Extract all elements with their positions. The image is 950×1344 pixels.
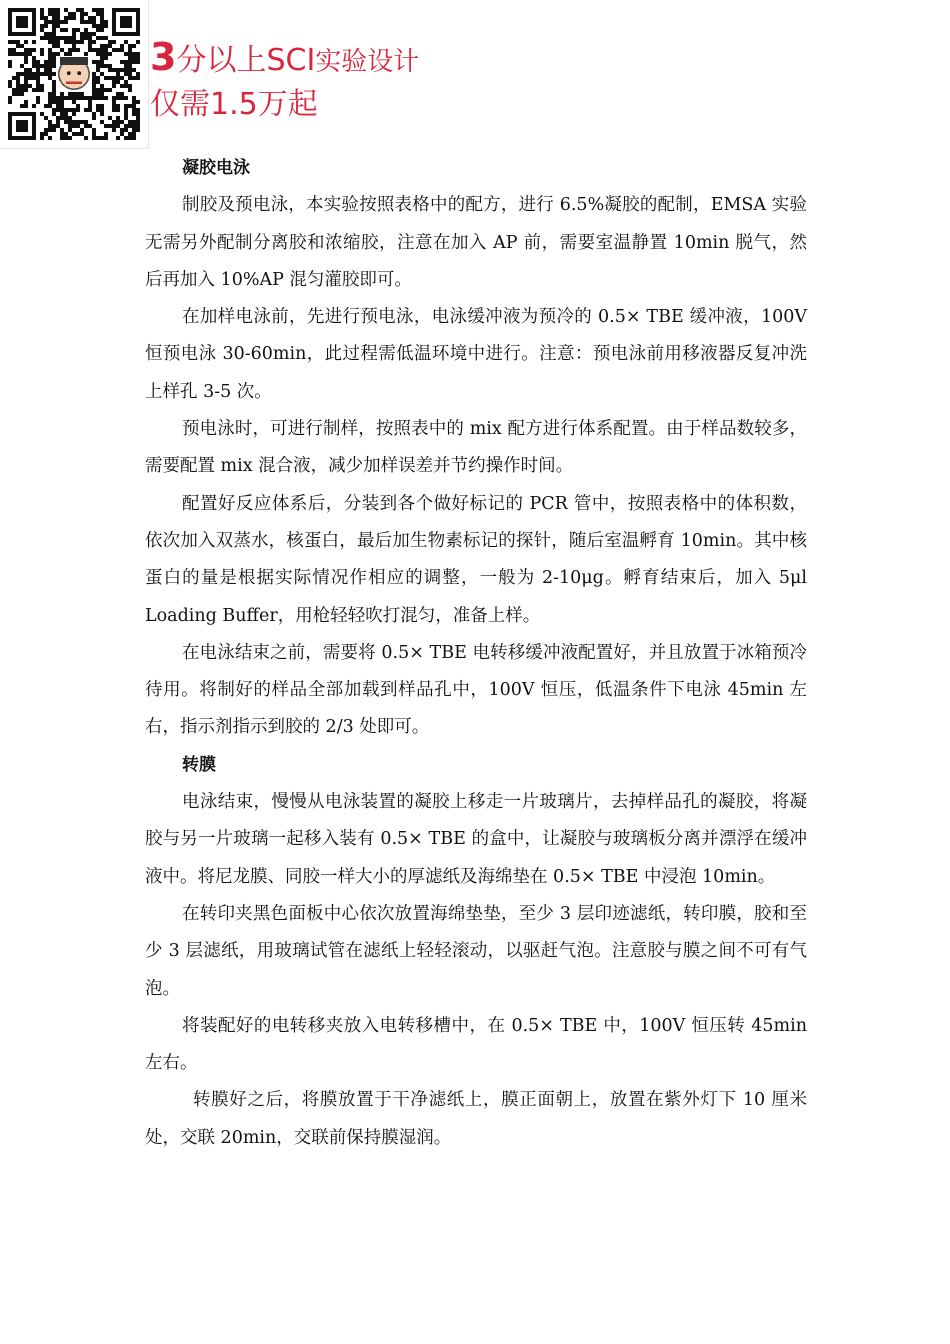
paragraph: 电泳结束，慢慢从电泳装置的凝胶上移走一片玻璃片，去掉样品孔的凝胶，将凝胶与另一片玻璃一起移入装有 0.5× TBE 的盒中，让凝胶与玻璃板分离并漂浮在缓冲液中。将尼龙膜、同胶一样大小的厚滤纸及海绵垫在 0.5× TBE 中浸泡 10min。 (145, 792, 807, 887)
qr-banner (0, 0, 149, 149)
paragraph: 配置好反应体系后，分装到各个做好标记的 PCR 管中，按照表格中的体积数，依次加入双蒸水，核蛋白，最后加生物素标记的探针，随后室温孵育 10min。其中核蛋白的量是根据实际情况作相应的调整，一般为 2-10μg。孵育结束后，加入 5μl Loading Buffer，用枪轻轻吹打混匀，准备上样。 (145, 493, 807, 626)
paragraph: 将装配好的电转移夹放入电转移槽中，在 0.5× TBE 中，100V 恒压转 45min 左右。 (145, 1015, 807, 1074)
promo-text (150, 36, 419, 127)
paragraph: 制胶及预电泳，本实验按照表格中的配方，进行 6.5%凝胶的配制，EMSA 实验无需另外配制分离胶和浓缩胶，注意在加入 AP 前，需要室温静置 10min 脱气，然后再加入 10%AP 混匀灌胶即可。 (145, 195, 807, 290)
promo-line-1 (150, 36, 419, 83)
qr-code-icon (8, 8, 140, 140)
promo-headline: 分以上SCI (176, 43, 316, 78)
promo-line-2: 仅需1.5万起 (150, 87, 318, 122)
promo-tail: 实验设计 (315, 47, 420, 77)
paragraph: 在加样电泳前，先进行预电泳，电泳缓冲液为预冷的 0.5× TBE 缓冲液，100V 恒预电泳 30-60min，此过程需低温环境中进行。注意：预电泳前用移液器反复冲洗上样孔 3-5 次。 (145, 307, 807, 402)
promo-number: 3 (150, 35, 177, 79)
paragraph: 在电泳结束之前，需要将 0.5× TBE 电转移缓冲液配置好，并且放置于冰箱预冷待用。将制好的样品全部加载到样品孔中，100V 恒压，低温条件下电泳 45min 左右，指示剂指示到胶的 2/3 处即可。 (145, 642, 807, 738)
paragraph: 预电泳时，可进行制样，按照表中的 mix 配方进行体系配置。由于样品数较多，需要配置 mix 混合液，减少加样误差并节约操作时间。 (145, 419, 807, 477)
paragraph: 在转印夹黑色面板中心依次放置海绵垫垫，至少 3 层印迹滤纸，转印膜，胶和至少 3 层滤纸，用玻璃试管在滤纸上轻轻滚动，以驱赶气泡。注意胶与膜之间不可有气泡。 (145, 903, 807, 999)
document-body (145, 150, 807, 1157)
section-heading: 凝胶电泳 (182, 158, 250, 178)
section-heading: 转膜 (182, 754, 216, 775)
paragraph: 转膜好之后，将膜放置于干净滤纸上，膜正面朝上，放置在紫外灯下 10 厘米处，交联 20min，交联前保持膜湿润。 (145, 1090, 807, 1148)
